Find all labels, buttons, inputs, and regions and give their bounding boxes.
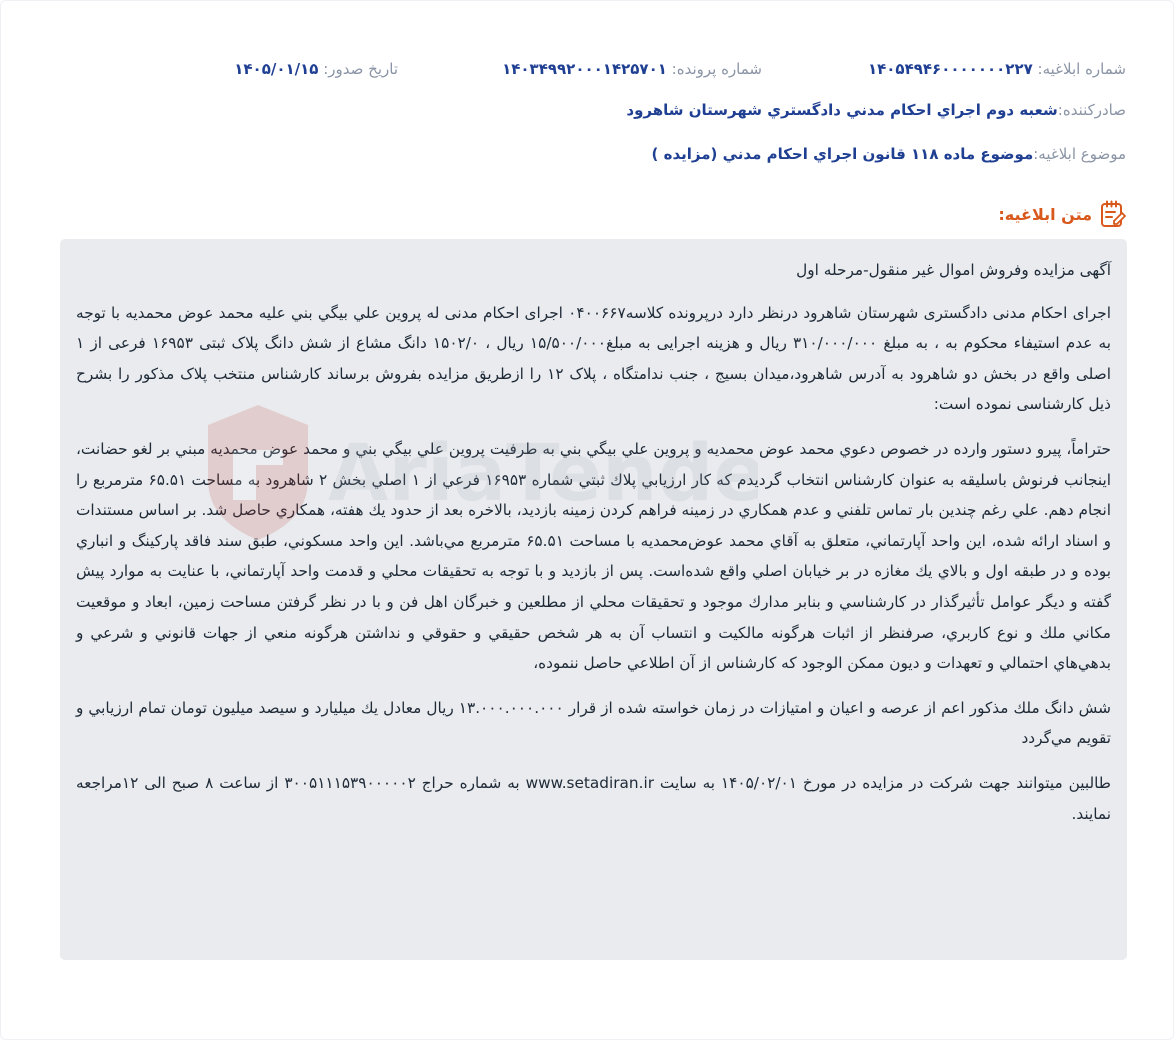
- issue-date-field: [234, 60, 398, 78]
- notice-text-heading: [998, 200, 1126, 228]
- notice-body: [60, 239, 1127, 960]
- notice-title: آگهی مزایده وفروش اموال غیر منقول-مرحله اول: [796, 261, 1111, 279]
- issuer-value: شعبه دوم اجراي احكام مدني دادگستري شهرستان شاهرود: [626, 101, 1058, 119]
- notice-number-label: شماره ابلاغیه:: [1037, 60, 1126, 78]
- notice-paragraph-1: اجرای احکام مدنی دادگستری شهرستان شاهرود درنظر دارد درپرونده کلاسه۰۴۰۰۶۶۷ اجرای احکام مدنی له پروین علي بيگي بني علیه محمد عوض محمدیه با توجه به عدم استیفاء محکوم به ، به مبلغ ۳۱۰/۰۰۰/۰۰۰ ریال و هزینه اجرایی به مبلغ۱۵/۵۰۰/۰۰۰ ریال ، ۱۵۰۲/۰ دانگ مشاع از شش دانگ پلاک ثبتی ۱۶۹۵۳ فرعی از ۱ اصلی واقع در بخش دو شاهرود به آدرس شاهرود،میدان بسیج ، جنب ندامتگاه ، پلاک ۱۲ را ازطریق مزایده بفروش برساند کارشناس منتخب پلاک مذکور را بشرح ذیل کارشناسی نموده است:: [76, 303, 1111, 414]
- notice-text-title: متن ابلاغیه:: [998, 204, 1092, 224]
- case-number-value: ۱۴۰۳۴۹۹۲۰۰۰۱۴۲۵۷۰۱: [502, 60, 667, 78]
- notice-paragraph-2: حتراماً، پيرو دستور وارده در خصوص دعوي محمد عوض محمديه و پروين علي بيگي بني به طرفيت پروين علي بيگي بني و محمد عوض محمديه مبني بر لغو حضانت، اينجانب فرنوش باسليقه به عنوان كارشناس انتخاب گرديدم كه كار ارزيابي پلاك ثبتي شماره ۱۶۹۵۳ فرعي از ۱ اصلي بخش ۲ شاهرود به مساحت ۶۵.۵۱ مترمربع را انجام دهم. علي رغم چندين بار تماس تلفني و عدم همكاري در زمينه فراهم كردن زمينه بازديد، بالاخره بعد از حدود يك هفته، همكاري حاصل شد. بر اساس مستندات و اسناد ارائه شده، اين واحد آپارتماني، متعلق به آقاي محمد عوض‌محمديه با مساحت ۶۵.۵۱ مترمربع مي‌باشد. اين واحد مسكوني، طبق سند فاقد پاركينگ و انباري بوده و در طبقه اول و بالاي يك مغازه در بر خيابان اصلي واقع شده‌است. پس از بازديد و با توجه به تحقيقات محلي و قدمت واحد آپارتماني، با عنايت به موارد پيش گفته و ديگر عوامل تأثيرگذار در كارشناسي و بنابر مدارك موجود و تحقيقات محلي از مطلعين و خبرگان اهل فن و با در نظر گرفتن مساحت زمين، ابعاد و موقعيت مكاني ملك و نوع كاربري، صرفنظر از اثبات هرگونه مالكيت و انتساب آن به هر شخص حقيقي و حقوقي و نداشتن هرگونه منعي از جهات قانوني و شرعي و بدهي‌هاي احتمالي و تعهدات و ديون ممكن الوجود كه كارشناس از آن اطلاعي حاصل ننموده،: [76, 439, 1111, 673]
- notepad-icon: [1100, 200, 1126, 228]
- case-number-field: [502, 60, 762, 78]
- meta-row-numbers: [48, 56, 1126, 82]
- notice-paragraph-4: طالبین میتوانند جهت شرکت در مزایده در مورخ ۱۴۰۵/۰۲/۰۱ به سایت www.setadiran.ir به شماره حراج ۳۰۰۵۱۱۱۵۳۹۰۰۰۰۰۲ از ساعت ۸ صبح الی ۱۲مراجعه نمایند.: [76, 773, 1111, 823]
- subject-value: موضوع ماده ۱۱۸ قانون اجراي احكام مدني (مزايده ): [651, 145, 1034, 163]
- notice-number-field: [868, 60, 1126, 78]
- subject-label: موضوع ابلاغیه:: [1033, 145, 1126, 163]
- meta-row-subject: [48, 141, 1126, 167]
- notice-paragraph-3: شش دانگ ملك مذكور اعم از عرصه و اعيان و امتيازات در زمان خواسته شده از قرار ۱۳.۰۰۰.۰۰۰.۰۰۰ ريال معادل يك ميليارد و سيصد ميليون تومان تمام ارزيابي و تقويم مي‌گردد: [76, 698, 1111, 748]
- issue-date-value: ۱۴۰۵/۰۱/۱۵: [234, 60, 319, 78]
- case-number-label: شماره پرونده:: [671, 60, 762, 78]
- notice-number-value: ۱۴۰۵۴۹۴۶۰۰۰۰۰۰۰۲۲۷: [867, 60, 1033, 78]
- meta-row-issuer: [48, 97, 1126, 123]
- issue-date-label: تاریخ صدور:: [323, 60, 398, 78]
- issuer-label: صادرکننده:: [1057, 101, 1126, 119]
